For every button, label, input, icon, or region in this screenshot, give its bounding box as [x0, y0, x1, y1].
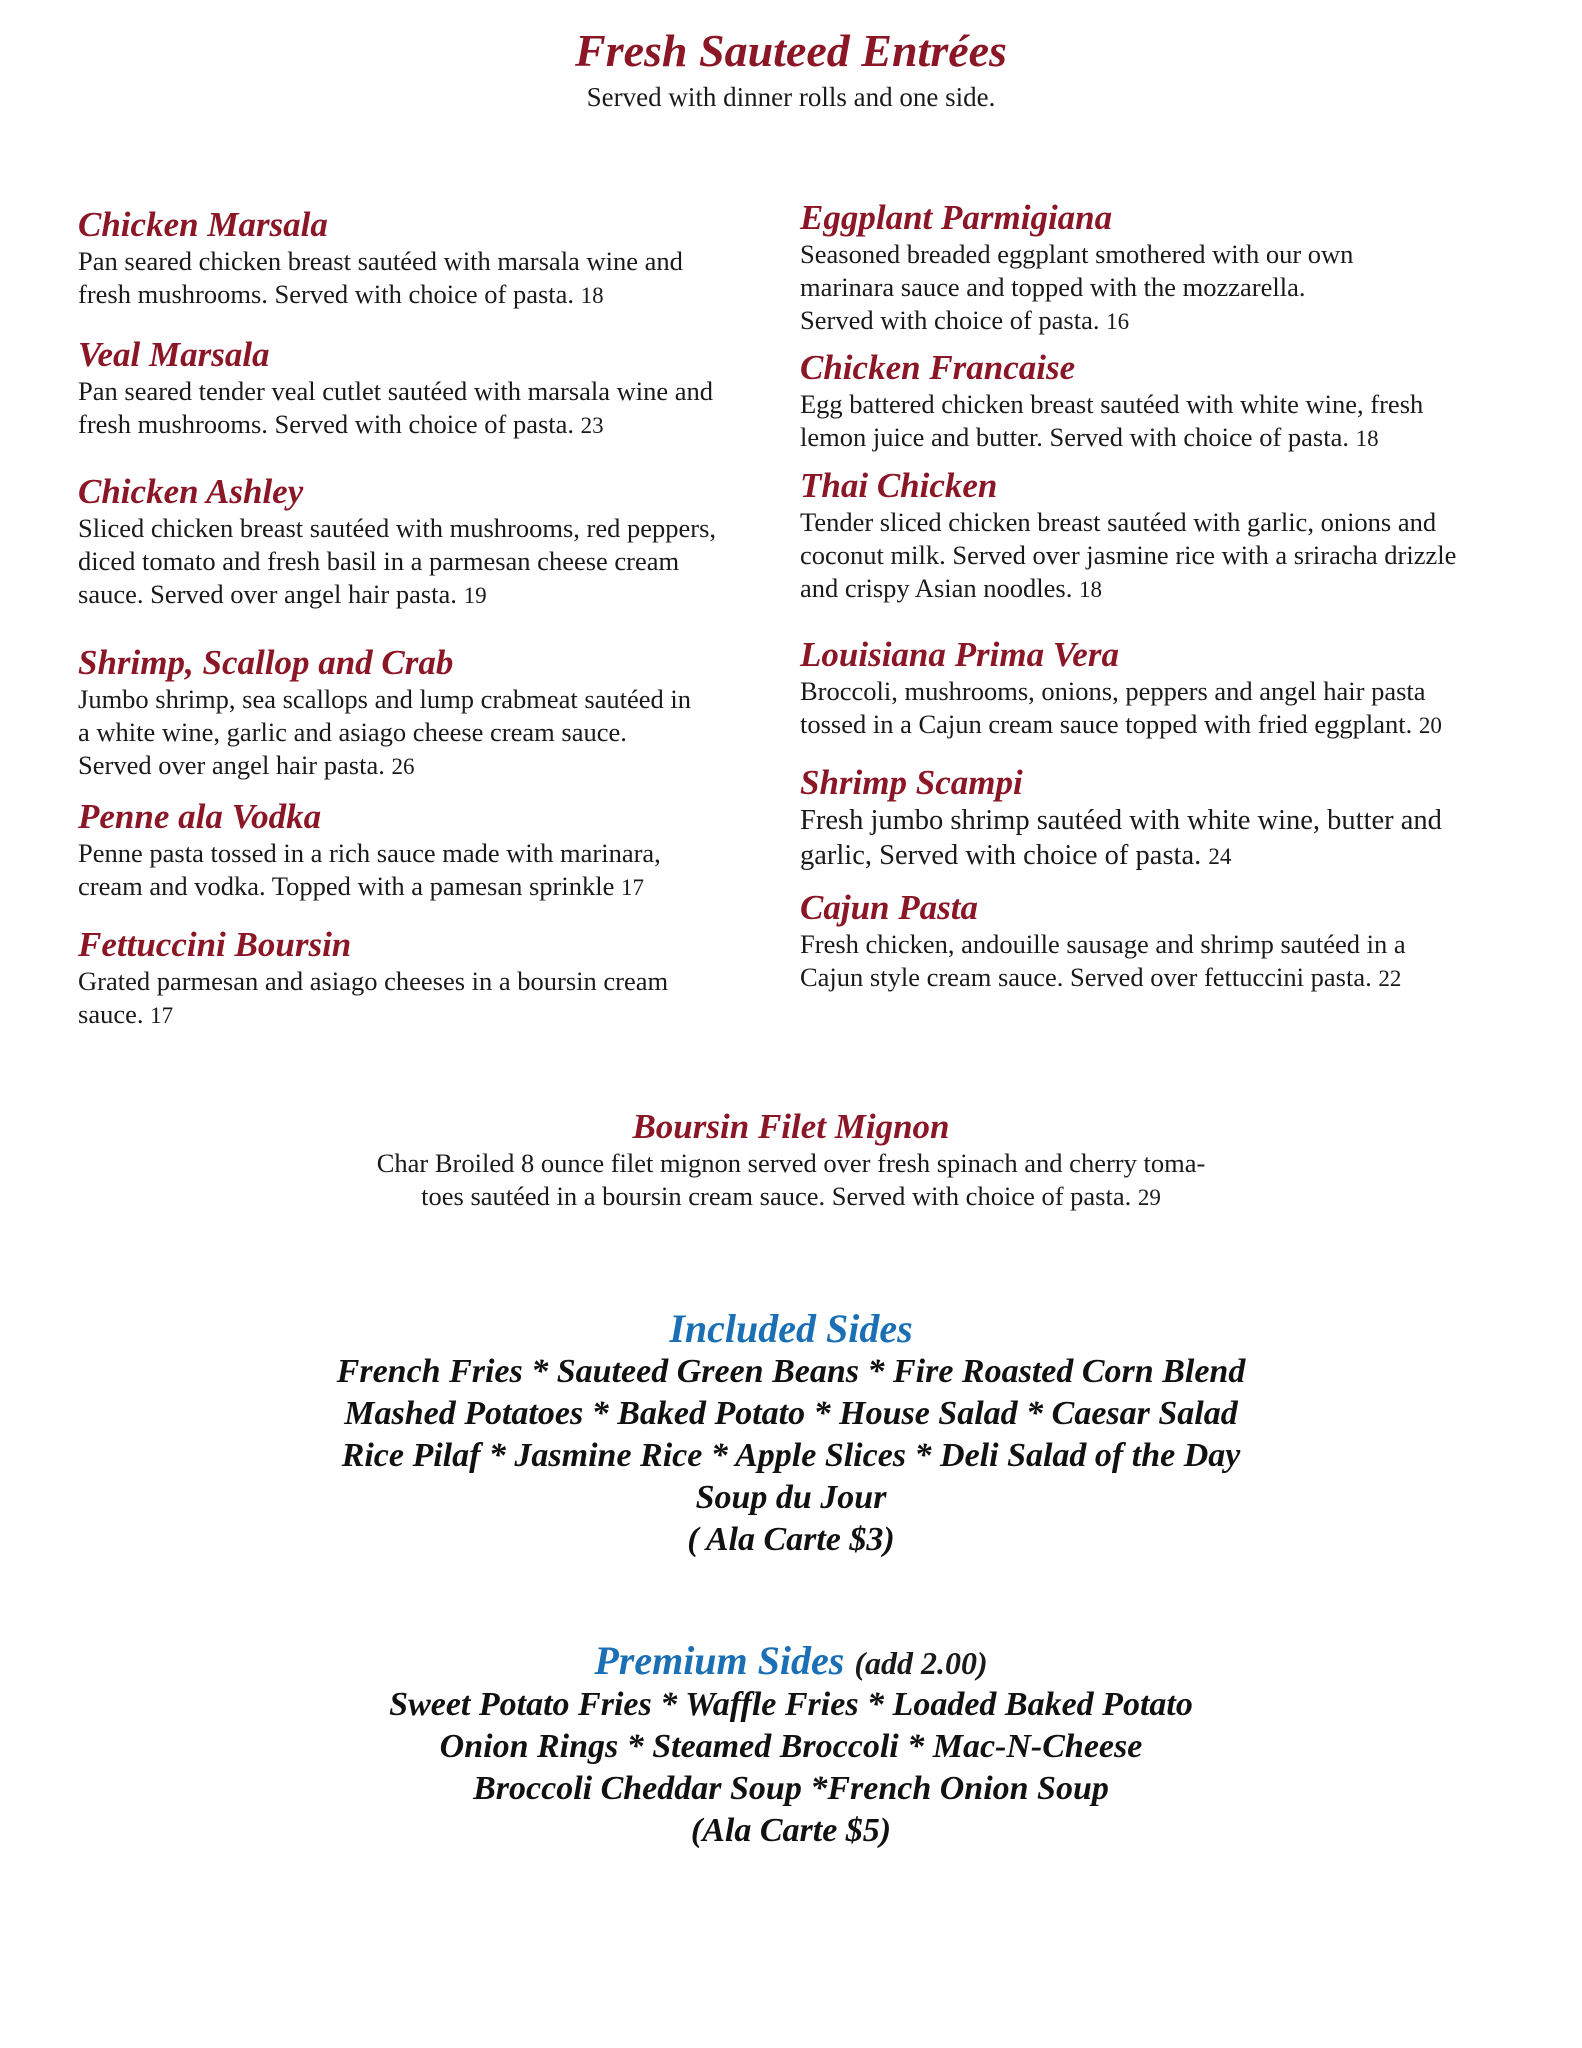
menu-item-chicken-francaise [800, 348, 1520, 455]
item-price: 23 [580, 413, 604, 438]
item-description: Egg battered chicken breast sautéed with white wine, fresh lemon juice and butter. Served with choice of pasta. 18 [800, 389, 1424, 452]
item-description: Pan seared chicken breast sautéed with marsala wine and fresh mushrooms. Served with choice of pasta. 18 [78, 246, 683, 309]
included-sides-price: ( Ala Carte $3) [687, 1521, 895, 1558]
included-sides-line: French Fries * Sauteed Green Beans * Fire Roasted Corn Blend [336, 1353, 1246, 1390]
included-sides-line: Soup du Jour [695, 1479, 887, 1516]
menu-item-chicken-marsala [78, 205, 778, 312]
item-price: 17 [150, 1003, 174, 1028]
item-price: 19 [463, 583, 487, 608]
menu-item-shrimp-scampi [800, 763, 1520, 874]
item-price: 18 [1078, 577, 1102, 602]
menu-item-thai-chicken [800, 466, 1520, 606]
premium-sides-title: Premium Sides [594, 1638, 845, 1683]
item-name: Cajun Pasta [800, 888, 978, 927]
menu-item-boursin-filet-mignon [0, 1107, 1582, 1214]
item-description: Tender sliced chicken breast sautéed with garlic, onions and coconut milk. Served over jasmine rice with a sriracha drizzle and crispy Asian noodles. 18 [800, 507, 1457, 603]
included-sides-line: Mashed Potatoes * Baked Potato * House Salad * Caesar Salad [344, 1395, 1238, 1432]
item-name: Shrimp Scampi [800, 763, 1023, 802]
item-description: Broccoli, mushrooms, onions, peppers and angel hair pasta tossed in a Cajun cream sauce topped with fried eggplant. 20 [800, 676, 1442, 739]
item-description: Sliced chicken breast sautéed with mushrooms, red peppers, diced tomato and fresh basil in a parmesan cheese cream sauce. Served over angel hair pasta. 19 [78, 513, 717, 609]
menu-item-penne-ala-vodka [78, 797, 778, 904]
item-price: 29 [1137, 1185, 1161, 1210]
premium-sides-line: Onion Rings * Steamed Broccoli * Mac-N-Cheese [439, 1728, 1143, 1765]
item-price: 18 [1355, 426, 1379, 451]
item-name: Boursin Filet Mignon [632, 1107, 950, 1146]
item-price: 20 [1418, 713, 1442, 738]
menu-item-chicken-ashley [78, 472, 778, 612]
premium-sides-heading [0, 1637, 1582, 1684]
menu-item-cajun-pasta [800, 888, 1520, 995]
menu-item-veal-marsala [78, 335, 778, 442]
included-sides-line: Rice Pilaf * Jasmine Rice * Apple Slices * Deli Salad of the Day [341, 1437, 1241, 1474]
item-name: Thai Chicken [800, 466, 998, 505]
item-description: Jumbo shrimp, sea scallops and lump crabmeat sautéed in a white wine, garlic and asiago cheese cream sauce. Served over angel hair pasta. 26 [78, 684, 692, 780]
premium-sides-line: Broccoli Cheddar Soup *French Onion Soup [473, 1770, 1109, 1807]
premium-sides-line: Sweet Potato Fries * Waffle Fries * Loaded Baked Potato [389, 1686, 1193, 1723]
item-price: 26 [391, 754, 415, 779]
item-price: 17 [620, 875, 644, 900]
item-description: Char Broiled 8 ounce filet mignon served over fresh spinach and cherry toma- toes sautéed in a boursin cream sauce. Served with choice of pasta. 29 [376, 1148, 1206, 1211]
item-price: 24 [1208, 844, 1232, 869]
item-name: Shrimp, Scallop and Crab [78, 643, 454, 682]
menu-item-shrimp-scallop-crab [78, 643, 778, 783]
item-description: Grated parmesan and asiago cheeses in a boursin cream sauce. 17 [78, 966, 669, 1029]
item-name: Chicken Marsala [78, 205, 328, 244]
item-description: Pan seared tender veal cutlet sautéed with marsala wine and fresh mushrooms. Served with choice of pasta. 23 [78, 376, 714, 439]
item-price: 22 [1378, 966, 1402, 991]
item-name: Veal Marsala [78, 335, 270, 374]
menu-item-louisiana-prima-vera [800, 635, 1520, 742]
item-description: Fresh chicken, andouille sausage and shrimp sautéed in a Cajun style cream sauce. Served over fettuccini pasta. 22 [800, 929, 1406, 992]
premium-sides-price: (Ala Carte $5) [690, 1812, 892, 1849]
item-description: Seasoned breaded eggplant smothered with our own marinara sauce and topped with the mozzarella. Served with choice of pasta. 16 [800, 239, 1354, 335]
item-price: 16 [1106, 309, 1130, 334]
item-name: Fettuccini Boursin [78, 925, 352, 964]
included-sides-title: Included Sides [669, 1306, 913, 1351]
item-description: Fresh jumbo shrimp sautéed with white wine, butter and garlic, Served with choice of pasta. 24 [800, 805, 1442, 871]
menu-item-eggplant-parmigiana [800, 198, 1520, 338]
item-name: Eggplant Parmigiana [800, 198, 1113, 237]
premium-sides-note: (add 2.00) [854, 1645, 988, 1681]
item-name: Louisiana Prima Vera [800, 635, 1119, 674]
item-name: Chicken Ashley [78, 472, 304, 511]
menu-item-fettuccini-boursin [78, 925, 778, 1032]
item-price: 18 [580, 283, 604, 308]
page-title: Fresh Sauteed Entrées [575, 25, 1007, 76]
page-subtitle: Served with dinner rolls and one side. [586, 82, 996, 112]
item-name: Chicken Francaise [800, 348, 1076, 387]
item-name: Penne ala Vodka [78, 797, 322, 836]
item-description: Penne pasta tossed in a rich sauce made with marinara, cream and vodka. Topped with a pamesan sprinkle 17 [78, 838, 661, 901]
